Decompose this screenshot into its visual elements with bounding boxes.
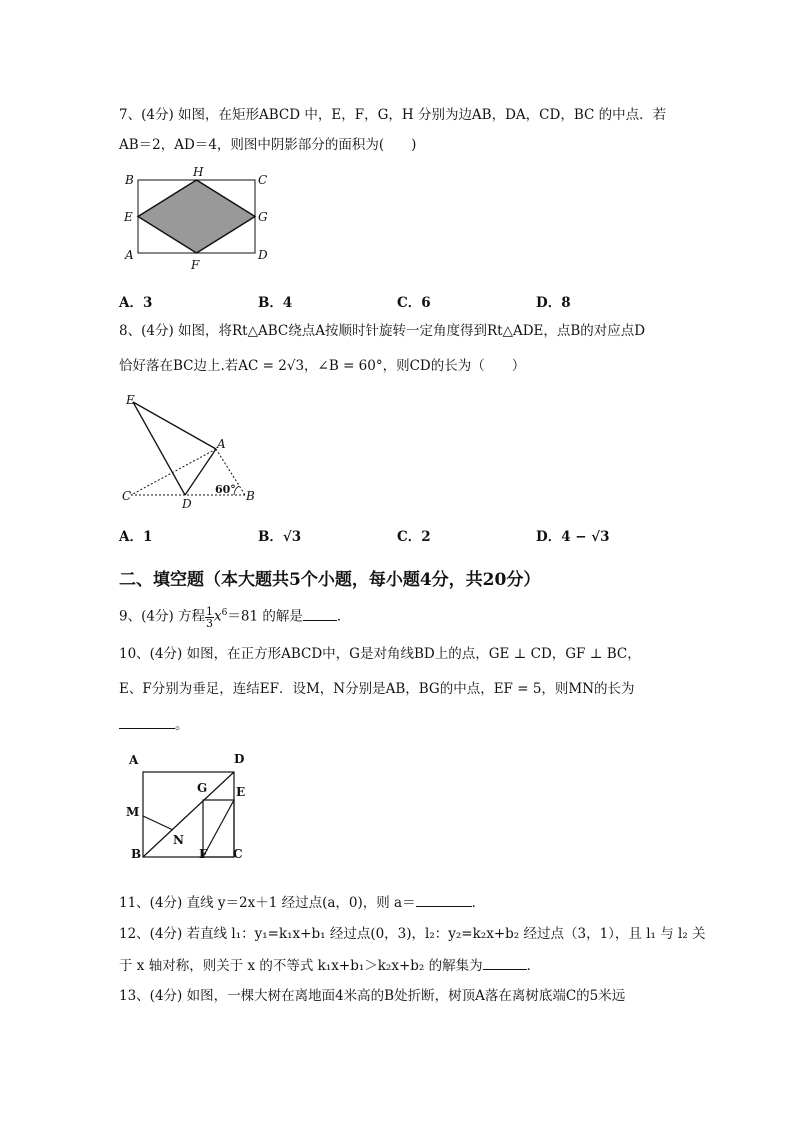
- q7-figure: [119, 163, 279, 275]
- q10-diagonal-bd: [143, 772, 234, 857]
- q9-frac-numerator: 1: [206, 604, 214, 618]
- q11-end: ．: [471, 895, 486, 911]
- q7-label-g: G: [258, 210, 268, 224]
- q9-prefix: 9、(4分) 方程: [119, 608, 206, 625]
- q7-label-c: C: [258, 173, 268, 187]
- q10-answer-blank[interactable]: [119, 716, 175, 729]
- q10-label-g: G: [197, 781, 208, 795]
- q7-shaded-rhombus: [138, 180, 255, 253]
- q8-option-c: C．2: [397, 529, 431, 545]
- q12-answer-blank[interactable]: [483, 957, 527, 970]
- q10-label-e: E: [236, 785, 246, 799]
- q8-label-b: B: [246, 489, 255, 503]
- q9-exponent: 6: [221, 608, 228, 618]
- q10-label-f: F: [199, 847, 208, 860]
- q10-text-line2: E、F分别为垂足，连结EF．设M，N分别是AB，BG的中点，EF = 5，则MN的长为: [119, 681, 635, 697]
- q7-label-b: B: [125, 173, 134, 187]
- q12-text-line2: [119, 957, 540, 975]
- q8-text-line1: 8、(4分) 如图，将Rt△ABC绕点A按顺时针旋转一定角度得到Rt△ADE，点B的对应点D: [119, 323, 646, 339]
- q8-text-line2: 恰好落在BC边上.若AC = 2√3，∠B = 60°，则CD的长为（ ）: [119, 358, 526, 374]
- q9-suffix: ＝81 的解是: [227, 608, 303, 625]
- q10-text-line3: [119, 716, 189, 734]
- q10-label-c: C: [233, 847, 243, 860]
- q10-label-n: N: [173, 833, 184, 847]
- q12-line2-prefix: 于 x 轴对称，则关于 x 的不等式 k₁x+b₁＞k₂x+b₂ 的解集为: [119, 958, 483, 974]
- q12-end: ．: [526, 958, 541, 974]
- q7-option-a: A．3: [119, 295, 153, 311]
- q8-segment-ed: [133, 402, 185, 495]
- q7-label-h: H: [193, 165, 204, 179]
- q10-label-m: M: [126, 805, 140, 819]
- q7-label-d: D: [258, 248, 268, 262]
- q7-text-line2: AB＝2，AD＝4，则图中阴影部分的面积为( ): [119, 137, 417, 153]
- q7-option-c: C．6: [397, 295, 431, 311]
- q9-end: ．: [336, 608, 351, 625]
- q8-label-a: A: [217, 437, 226, 451]
- q8-figure: [119, 390, 269, 515]
- q10-end: 。: [175, 717, 189, 733]
- q9-fraction: [205, 606, 214, 629]
- q8-option-d: D．4 − √3: [536, 529, 610, 545]
- q8-option-b: B．√3: [258, 529, 302, 545]
- q13-text-line1: 13、(4分) 如图，一棵大树在离地面4米高的B处折断，树顶A落在离树底端C的5米远: [119, 988, 626, 1004]
- q10-figure: [119, 750, 259, 860]
- q11-text: [119, 894, 485, 912]
- q11-prefix: 11、(4分) 直线 y＝2x＋1 经过点(a，0)，则 a＝: [119, 895, 416, 911]
- q7-option-d: D．8: [536, 295, 571, 311]
- q8-label-d: D: [182, 497, 192, 511]
- q7-text-line1: 7、(4分) 如图，在矩形ABCD 中，E，F，G，H 分别为边AB，DA，CD，BC 的中点．若: [119, 107, 667, 123]
- q10-segment-mn: [143, 816, 173, 830]
- q10-label-a: A: [129, 753, 139, 767]
- q8-segment-ac-dashed: [131, 449, 216, 495]
- q10-text-line1: 10、(4分) 如图，在正方形ABCD中，G是对角线BD上的点，GE ⊥ CD，GF ⊥ BC，: [119, 646, 641, 662]
- q8-label-angle: 60°: [215, 483, 236, 496]
- q11-answer-blank[interactable]: [416, 894, 472, 907]
- q12-text-line1: 12、(4分) 若直线 l₁：y₁=k₁x+b₁ 经过点(0，3)，l₂：y₂=k₂x+b₂ 经过点（3，1），且 l₁ 与 l₂ 关: [119, 926, 706, 942]
- q9-text: [119, 604, 350, 629]
- q8-segment-ad: [185, 449, 216, 495]
- section-fill-in-title: 二、填空题（本大题共5个小题，每小题4分，共20分）: [119, 570, 541, 590]
- q7-option-b: B．4: [258, 295, 293, 311]
- q9-answer-blank[interactable]: [303, 608, 337, 621]
- q9-frac-denominator: 3: [206, 616, 214, 630]
- q8-label-e: E: [126, 393, 135, 407]
- q8-label-c: C: [122, 489, 132, 503]
- q7-label-f: F: [191, 258, 200, 272]
- q10-segment-ef: [203, 800, 234, 857]
- q7-label-a: A: [125, 248, 134, 262]
- q8-option-a: A．1: [119, 529, 153, 545]
- q9-variable: x: [214, 608, 222, 625]
- q7-label-e: E: [124, 210, 133, 224]
- q10-label-d: D: [234, 752, 245, 766]
- q10-label-b: B: [131, 847, 142, 860]
